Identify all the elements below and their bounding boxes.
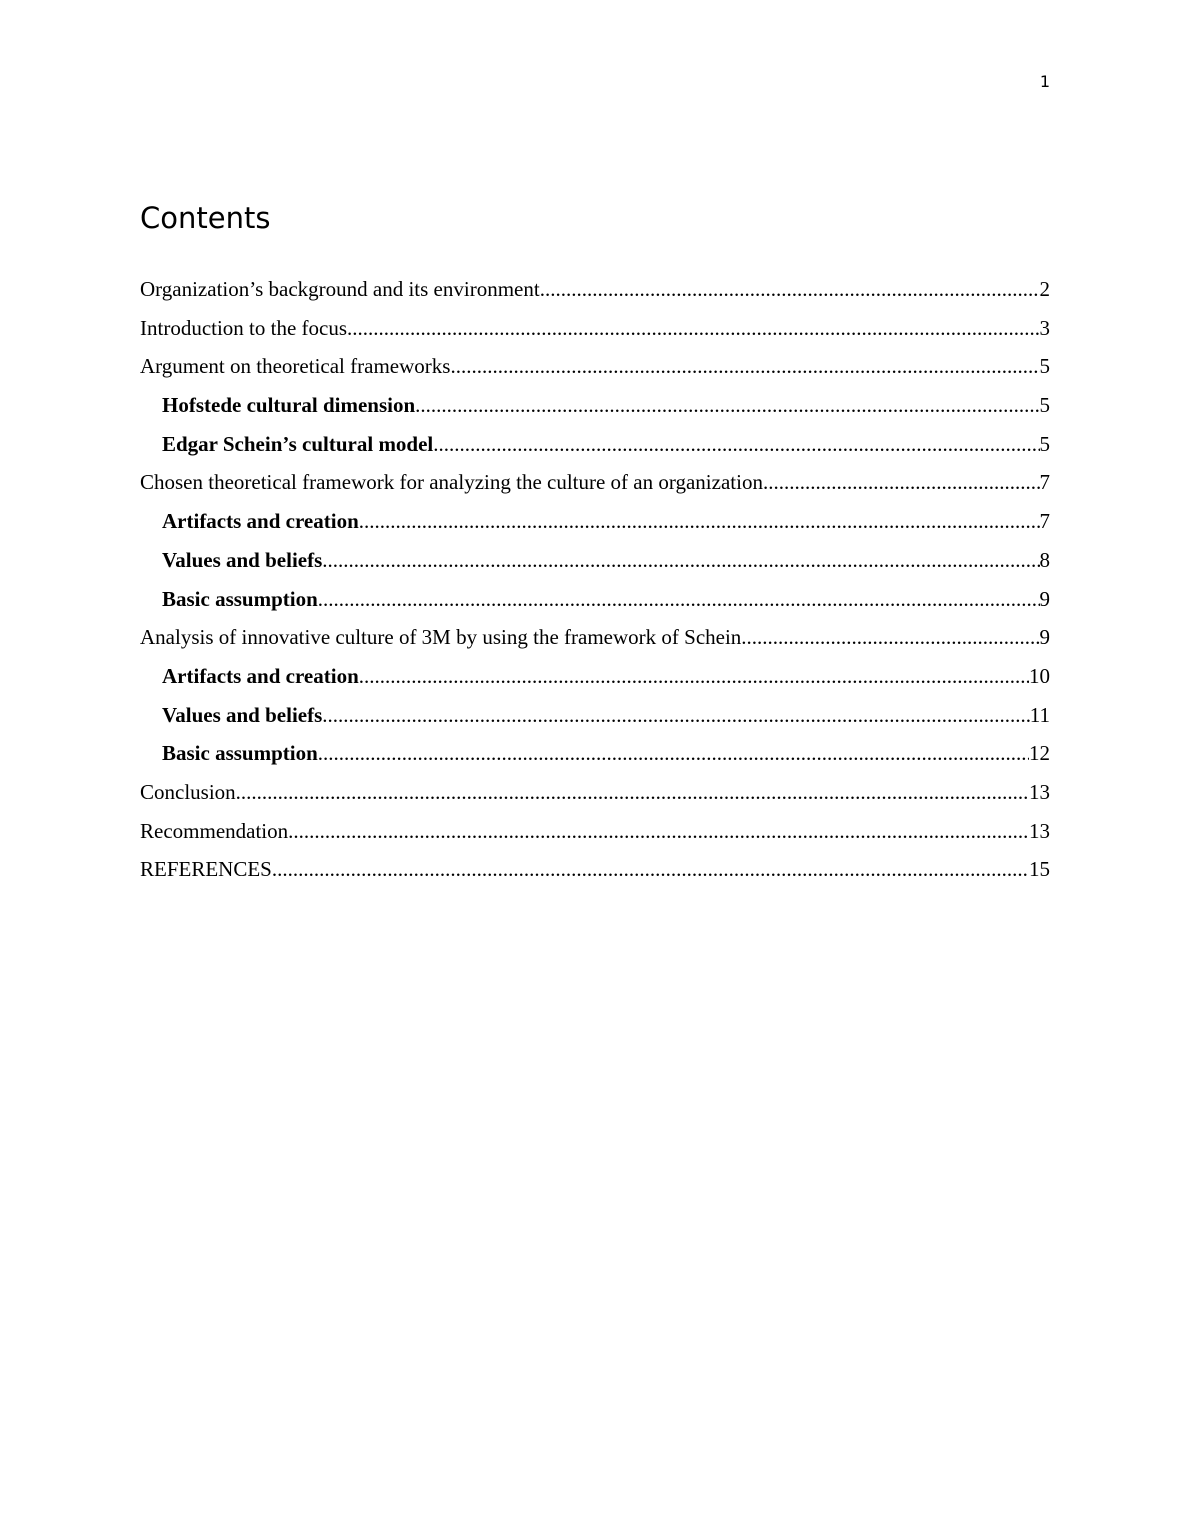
toc-entry-artifacts-1[interactable] — [140, 502, 1050, 541]
dot-leader — [741, 618, 1039, 657]
toc-entry-page: 15 — [1029, 857, 1050, 882]
toc-entry-page: 10 — [1029, 663, 1050, 688]
toc-entry-page: 5 — [1039, 354, 1050, 379]
dot-leader — [359, 657, 1029, 696]
toc-entry-page: 7 — [1039, 509, 1050, 534]
toc-entry-title: Artifacts and creation — [162, 663, 359, 688]
toc-entry-recommendation[interactable] — [140, 812, 1050, 851]
toc-entry-organization-background[interactable] — [140, 270, 1050, 309]
dot-leader — [415, 386, 1039, 425]
dot-leader — [236, 773, 1029, 812]
toc-entry-title: Values and beliefs — [162, 547, 323, 572]
toc-entry-values-1[interactable] — [140, 541, 1050, 580]
toc-entry-references[interactable] — [140, 850, 1050, 889]
toc-entry-page: 3 — [1039, 315, 1050, 340]
toc-entry-conclusion[interactable] — [140, 773, 1050, 812]
toc-entry-artifacts-2[interactable] — [140, 657, 1050, 696]
toc-entry-chosen-framework[interactable] — [140, 463, 1050, 502]
toc-entry-title: REFERENCES — [140, 857, 272, 882]
dot-leader — [347, 309, 1039, 348]
toc-entry-title: Analysis of innovative culture of 3M by using the framework of Schein — [140, 625, 742, 650]
toc-entry-values-2[interactable] — [140, 696, 1050, 735]
toc-entry-assumption-1[interactable] — [140, 580, 1050, 619]
toc-entry-page: 5 — [1039, 393, 1050, 418]
toc-entry-page: 9 — [1039, 625, 1050, 650]
toc-entry-assumption-2[interactable] — [140, 734, 1050, 773]
toc-entry-title: Hofstede cultural dimension — [162, 393, 416, 418]
table-of-contents — [140, 270, 1050, 889]
toc-entry-title: Basic assumption — [162, 586, 318, 611]
toc-entry-title: Conclusion — [140, 779, 236, 804]
dot-leader — [359, 502, 1040, 541]
toc-entry-title: Artifacts and creation — [162, 509, 359, 534]
dot-leader — [540, 270, 1040, 309]
toc-entry-title: Edgar Schein’s cultural model — [162, 431, 434, 456]
toc-heading: Contents — [140, 201, 271, 235]
toc-entry-page: 13 — [1029, 779, 1050, 804]
dot-leader — [322, 541, 1039, 580]
dot-leader — [318, 734, 1029, 773]
toc-entry-title: Chosen theoretical framework for analyzing the culture of an organization — [140, 470, 763, 495]
dot-leader — [318, 580, 1040, 619]
toc-entry-title: Values and beliefs — [162, 702, 323, 727]
dot-leader — [450, 347, 1039, 386]
dot-leader — [763, 463, 1040, 502]
toc-entry-page: 5 — [1039, 431, 1050, 456]
toc-entry-title: Basic assumption — [162, 741, 318, 766]
dot-leader — [433, 425, 1039, 464]
toc-entry-argument-frameworks[interactable] — [140, 347, 1050, 386]
toc-entry-title: Organization’s background and its environment — [140, 277, 540, 301]
dot-leader — [272, 850, 1029, 889]
toc-entry-page: 8 — [1039, 547, 1050, 572]
toc-entry-page: 11 — [1029, 702, 1050, 727]
dot-leader — [322, 696, 1030, 735]
toc-entry-title: Recommendation — [140, 818, 289, 843]
toc-entry-schein-model[interactable] — [140, 425, 1050, 464]
toc-entry-page: 9 — [1039, 586, 1050, 611]
toc-entry-analysis-3m[interactable] — [140, 618, 1050, 657]
toc-entry-page: 13 — [1029, 818, 1050, 843]
dot-leader — [288, 812, 1029, 851]
toc-entry-title: Argument on theoretical frameworks — [140, 354, 451, 379]
toc-entry-title: Introduction to the focus — [140, 315, 348, 340]
toc-entry-page: 7 — [1039, 470, 1050, 495]
toc-entry-introduction[interactable] — [140, 309, 1050, 348]
toc-entry-page: 2 — [1039, 277, 1050, 301]
toc-entry-hofstede[interactable] — [140, 386, 1050, 425]
toc-entry-page: 12 — [1029, 741, 1050, 766]
page-number: 1 — [1039, 72, 1050, 91]
